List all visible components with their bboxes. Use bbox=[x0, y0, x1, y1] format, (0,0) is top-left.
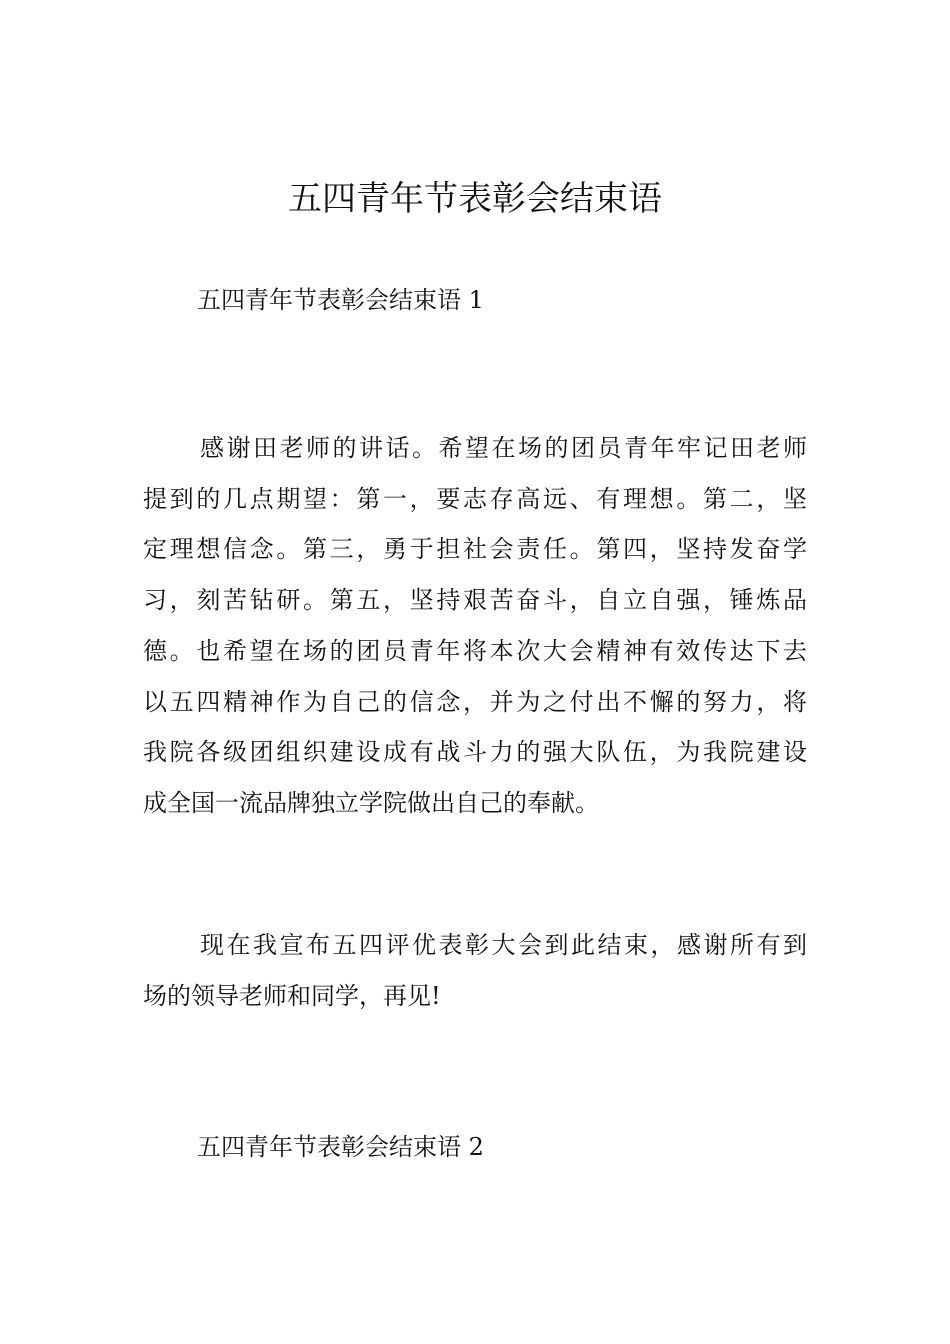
paragraph-line: 以五四精神作为自己的信念，并为之付出不懈的努力，将 bbox=[143, 687, 807, 716]
paragraph-line: 定理想信念。第三，勇于担社会责任。第四，坚持发奋学 bbox=[143, 535, 807, 564]
paragraph-closing bbox=[143, 920, 807, 1021]
paragraph-line: 感谢田老师的讲话。希望在场的团员青年牢记田老师 bbox=[200, 434, 807, 462]
paragraph-line: 德。也希望在场的团员青年将本次大会精神有效传达下去 bbox=[143, 636, 807, 665]
paragraph-line: 提到的几点期望：第一，要志存高远、有理想。第二，坚 bbox=[143, 484, 807, 513]
section-heading-2: 五四青年节表彰会结束语 2 bbox=[197, 1133, 484, 1161]
paragraph-thanks bbox=[143, 423, 807, 829]
paragraph-line: 习，刻苦钻研。第五，坚持艰苦奋斗，自立自强，锤炼品 bbox=[143, 586, 807, 615]
section-heading-1: 五四青年节表彰会结束语 1 bbox=[197, 286, 484, 314]
paragraph-line: 我院各级团组织建设成有战斗力的强大队伍，为我院建设 bbox=[143, 738, 807, 767]
paragraph-line: 现在我宣布五四评优表彰大会到此结束，感谢所有到 bbox=[200, 931, 807, 959]
paragraph-line: 场的领导老师和同学，再见! bbox=[143, 981, 441, 1010]
document-title: 五四青年节表彰会结束语 bbox=[288, 179, 662, 219]
paragraph-line: 成全国一流品牌独立学院做出自己的奉献。 bbox=[143, 788, 599, 817]
